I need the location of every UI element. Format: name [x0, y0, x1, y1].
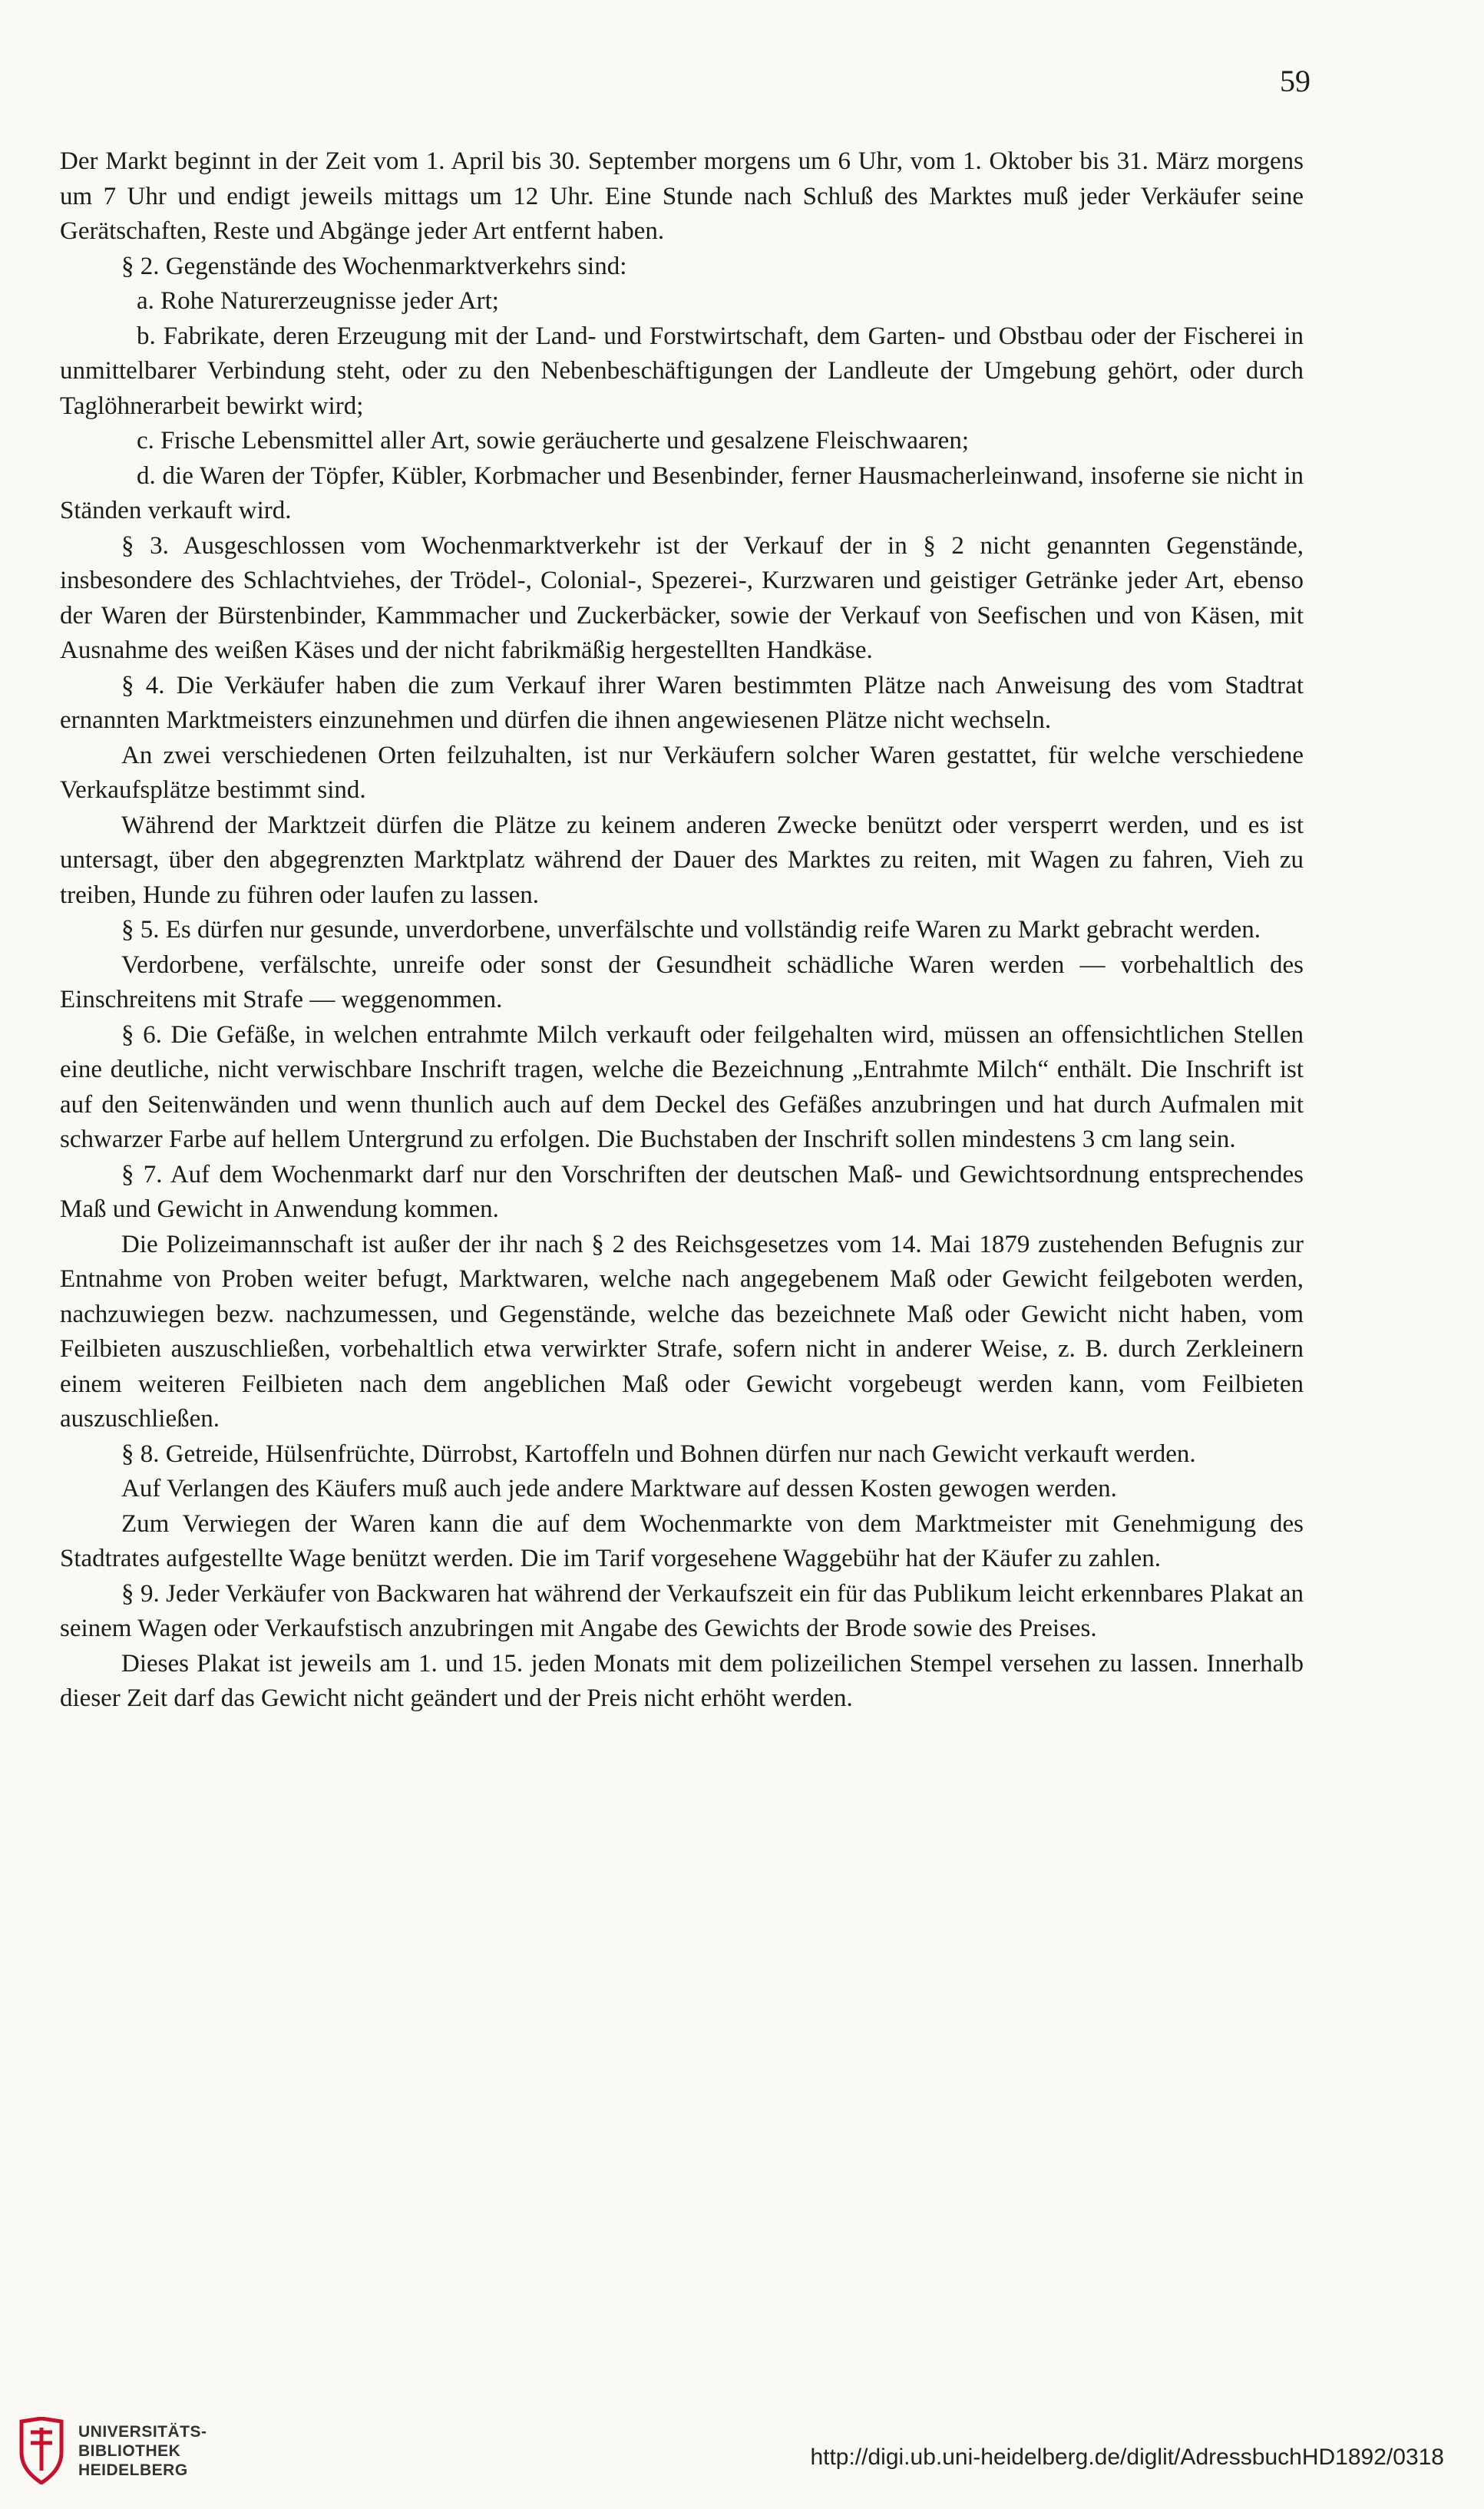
section-7: § 7. Auf dem Wochenmarkt darf nur den Vorschriften der deutschen Maß- und Gewichtsordnung entsprechendes Maß und Gewicht in Anwendung kommen.	[60, 1160, 1304, 1223]
footer	[0, 2398, 1484, 2509]
library-logo[interactable]	[15, 2417, 207, 2484]
list-item-c: c. Frische Lebensmittel aller Art, sowie geräucherte und gesalzene Fleischwaaren;	[137, 427, 969, 455]
list-item-a: a. Rohe Naturerzeugnisse jeder Art;	[137, 287, 499, 315]
paragraph-market-hours: Der Markt beginnt in der Zeit vom 1. April bis 30. September morgens um 6 Uhr, vom 1. Oktober bis 31. März morgens um 7 Uhr und endigt jeweils mittags um 12 Uhr. Eine Stunde nach Schluß des Marktes muß jeder Verkäufer seine Gerätschaften, Reste und Abgänge jeder Art entfernt haben.	[60, 147, 1304, 245]
list-item-b: b. Fabrikate, deren Erzeugung mit der Land- und Forstwirtschaft, dem Garten- und Obstbau oder der Fischerei in unmittelbarer Verbindung steht, oder zu den Nebenbeschäftigungen der Landleute der Umgebung gehört, oder durch Taglöhnerarbeit bewirkt wird;	[60, 322, 1304, 420]
section-4-paragraph-2: An zwei verschiedenen Orten feilzuhalten, ist nur Verkäufern solcher Waren gestattet, für welche verschiedene Verkaufsplätze bestimmt sind.	[60, 741, 1304, 804]
section-4-paragraph-3: Während der Marktzeit dürfen die Plätze zu keinem anderen Zwecke benützt oder versperrt werden, und es ist untersagt, über den abgegrenzten Marktplatz während der Dauer des Marktes zu reiten, mit Wagen zu fahren, Vieh zu treiben, Hunde zu führen oder laufen zu lassen.	[60, 811, 1304, 909]
section-2-heading: § 2. Gegenstände des Wochenmarktverkehrs sind:	[121, 252, 627, 280]
document-body	[60, 144, 1304, 1717]
library-seal-icon	[15, 2417, 68, 2484]
section-8-paragraph-2: Auf Verlangen des Käufers muß auch jede andere Marktware auf dessen Kosten gewogen werden.	[121, 1475, 1117, 1502]
list-item-d: d. die Waren der Töpfer, Kübler, Korbmacher und Besenbinder, ferner Hausmacherleinwand, insoferne sie nicht in Ständen verkauft wird.	[60, 461, 1304, 524]
library-name	[78, 2422, 207, 2480]
page-number: 59	[1280, 64, 1310, 98]
section-9: § 9. Jeder Verkäufer von Backwaren hat während der Verkaufszeit ein für das Publikum leicht erkennbares Plakat an seinem Wagen oder Verkaufstisch anzubringen mit Angabe des Gewichts der Brode sowie des Preises.	[60, 1579, 1304, 1642]
section-8-paragraph-3: Zum Verwiegen der Waren kann die auf dem Wochenmarkte von dem Marktmeister mit Genehmigung des Stadtrates aufgestellte Wage benützt werden. Die im Tarif vorgesehene Waggebühr hat der Käufer zu zahlen.	[60, 1509, 1304, 1572]
source-url-link[interactable]: http://digi.ub.uni-heidelberg.de/diglit/AdressbuchHD1892/0318	[810, 2445, 1444, 2470]
section-8: § 8. Getreide, Hülsenfrüchte, Dürrobst, Kartoffeln und Bohnen dürfen nur nach Gewicht verkauft werden.	[121, 1440, 1196, 1468]
section-4: § 4. Die Verkäufer haben die zum Verkauf ihrer Waren bestimmten Plätze nach Anweisung des vom Stadtrat ernannten Marktmeisters einzunehmen und dürfen die ihnen angewiesenen Plätze nicht wechseln.	[60, 671, 1304, 734]
section-5: § 5. Es dürfen nur gesunde, unverdorbene, unverfälschte und vollständig reife Waren zu Markt gebracht werden.	[121, 916, 1261, 944]
library-name-line: UNIVERSITÄTS-	[78, 2422, 207, 2441]
section-6: § 6. Die Gefäße, in welchen entrahmte Milch verkauft oder feilgehalten wird, müssen an offensichtlichen Stellen eine deutliche, nicht verwischbare Inschrift tragen, welche die Bezeichnung „Entrahmte Milch“ enthält. Die Inschrift ist auf den Seitenwänden und wenn thunlich auch auf dem Deckel des Gefäßes anzubringen und hat durch Aufmalen mit schwarzer Farbe auf hellem Untergrund zu erfolgen. Die Buchstaben der Inschrift sollen mindestens 3 cm lang sein.	[60, 1020, 1304, 1153]
section-7-paragraph-2: Die Polizeimannschaft ist außer der ihr nach § 2 des Reichsgesetzes vom 14. Mai 1879 zustehenden Befugnis zur Entnahme von Proben weiter befugt, Marktwaren, welche nach angegebenem Maß oder Gewicht feilgeboten werden, nachzuwiegen bezw. nachzumessen, und Gegenstände, welche das bezeichnete Maß oder Gewicht nicht haben, vom Feilbieten auszuschließen, vorbehaltlich etwa verwirkter Strafe, sofern nicht in anderer Weise, z. B. durch Zerkleinern einem weiteren Feilbieten nach dem angeblichen Maß oder Gewicht vorgebeugt werden kann, vom Feilbieten auszuschließen.	[60, 1230, 1304, 1433]
section-3: § 3. Ausgeschlossen vom Wochenmarktverkehr ist der Verkauf der in § 2 nicht genannten Gegenstände, insbesondere des Schlachtviehes, der Trödel-, Colonial-, Spezerei-, Kurzwaren und geistiger Getränke jeder Art, ebenso der Waren der Bürstenbinder, Kammmacher und Zuckerbäcker, sowie der Verkauf von Seefischen und von Käsen, mit Ausnahme des weißen Käses und der nicht fabrikmäßig hergestellten Handkäse.	[60, 531, 1304, 664]
library-name-line: BIBLIOTHEK	[78, 2441, 181, 2460]
section-9-paragraph-2: Dieses Plakat ist jeweils am 1. und 15. jeden Monats mit dem polizeilichen Stempel versehen zu lassen. Innerhalb dieser Zeit darf das Gewicht nicht geändert und der Preis nicht erhöht werden.	[60, 1649, 1304, 1712]
library-name-line: HEIDELBERG	[78, 2461, 188, 2479]
section-5-paragraph-2: Verdorbene, verfälschte, unreife oder sonst der Gesundheit schädliche Waren werden — vorbehaltlich des Einschreitens mit Strafe — weggenommen.	[60, 950, 1304, 1013]
